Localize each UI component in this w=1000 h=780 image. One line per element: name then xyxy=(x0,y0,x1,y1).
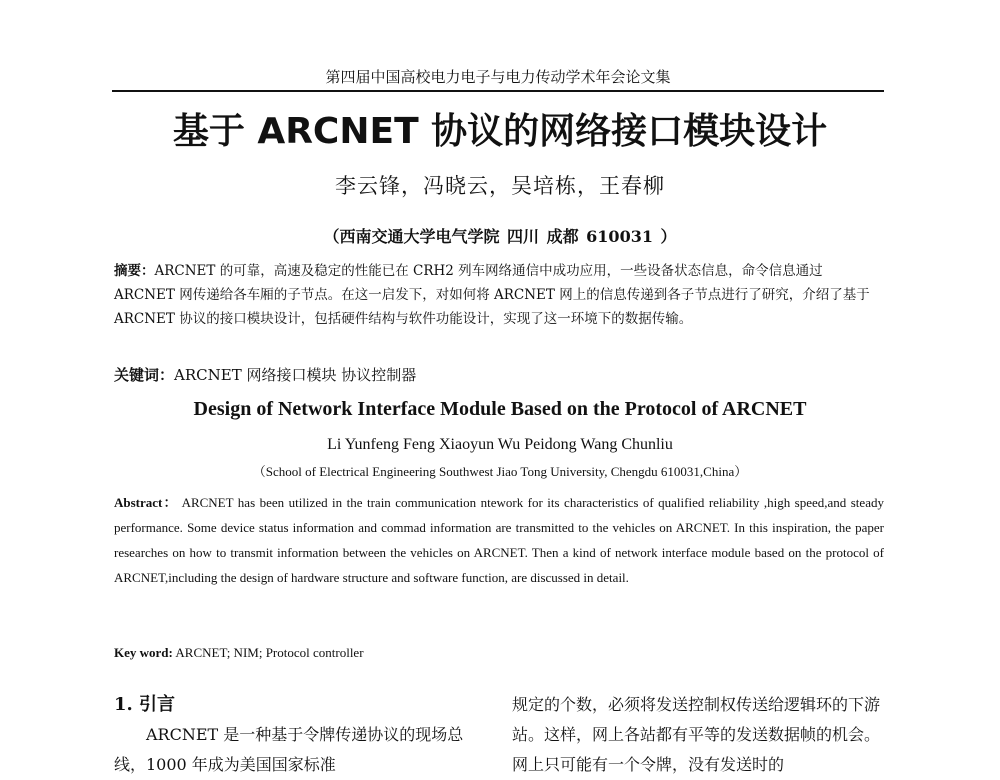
keywords-zh-label: 关键词： xyxy=(114,366,175,384)
keyword-en-label: Key word: xyxy=(114,645,173,660)
abstract-en-text: ARCNET has been utilized in the train communication ntework for its characteristics of qualified reliability ,high speed,and steady performance. Some device status information and commad information are transmitted to the vehicles on ARCNET. In this inspiration, the paper researches on how to transmit information between the vehicles on ARCNET. Then a kind of network interface module based on the protocol of ARCNET,including the design of hardware structure and software function, are discussed in detail. xyxy=(114,495,884,585)
keywords-zh xyxy=(114,362,884,388)
body-column-left xyxy=(114,690,484,780)
keyword-en-text: ARCNET; NIM; Protocol controller xyxy=(175,645,364,660)
section-heading-intro: 1. 引言 xyxy=(114,694,176,715)
paper-title-zh: 基于 ARCNET 协议的网络接口模块设计 xyxy=(172,111,828,152)
paper-title-en: Design of Network Interface Module Based on the Protocol of ARCNET xyxy=(193,398,807,420)
abstract-en-label: Abstract： xyxy=(114,495,178,510)
keyword-en xyxy=(114,641,884,665)
affiliation-en: （School of Electrical Engineering Southwest Jiao Tong University, Chengdu 610031,China） xyxy=(252,464,748,479)
authors-zh: 李云锋，冯晓云，吴培栋，王春柳 xyxy=(335,174,665,198)
authors-en: Li Yunfeng Feng Xiaoyun Wu Peidong Wang Chunliu xyxy=(327,436,673,453)
intro-paragraph: ARCNET 是一种基于令牌传递协议的现场总线，1000 年成为美国国家标准 xyxy=(114,725,464,774)
affiliation-zh: （西南交通大学电气学院 四川 成都 610031 ） xyxy=(323,227,677,246)
abstract-zh xyxy=(114,259,884,331)
abstract-en xyxy=(114,490,884,590)
right-column-paragraph: 规定的个数，必须将发送控制权传送给逻辑环的下游站。这样，网上各站都有平等的发送数据帧的机会。网上只可能有一个令牌，没有发送时的 xyxy=(512,695,881,774)
body-column-right xyxy=(512,690,884,780)
running-head: 第四届中国高校电力电子与电力传动学术年会论文集 xyxy=(325,68,671,86)
abstract-zh-label: 摘要： xyxy=(114,263,155,279)
header-rule xyxy=(112,90,884,92)
keywords-zh-text: ARCNET 网络接口模块 协议控制器 xyxy=(174,366,417,384)
abstract-zh-text: ARCNET 的可靠，高速及稳定的性能已在 CRH2 列车网络通信中成功应用，一些设备状态信息，命令信息通过 ARCNET 网传递给各车厢的子节点。在这一启发下，对如何将 ARCNET 网上的信息传递到各子节点进行了研究，介绍了基于 ARCNET 协议的接口模块设计，包括硬件结构与软件功能设计，实现了这一环境下的数据传输。 xyxy=(114,263,870,327)
